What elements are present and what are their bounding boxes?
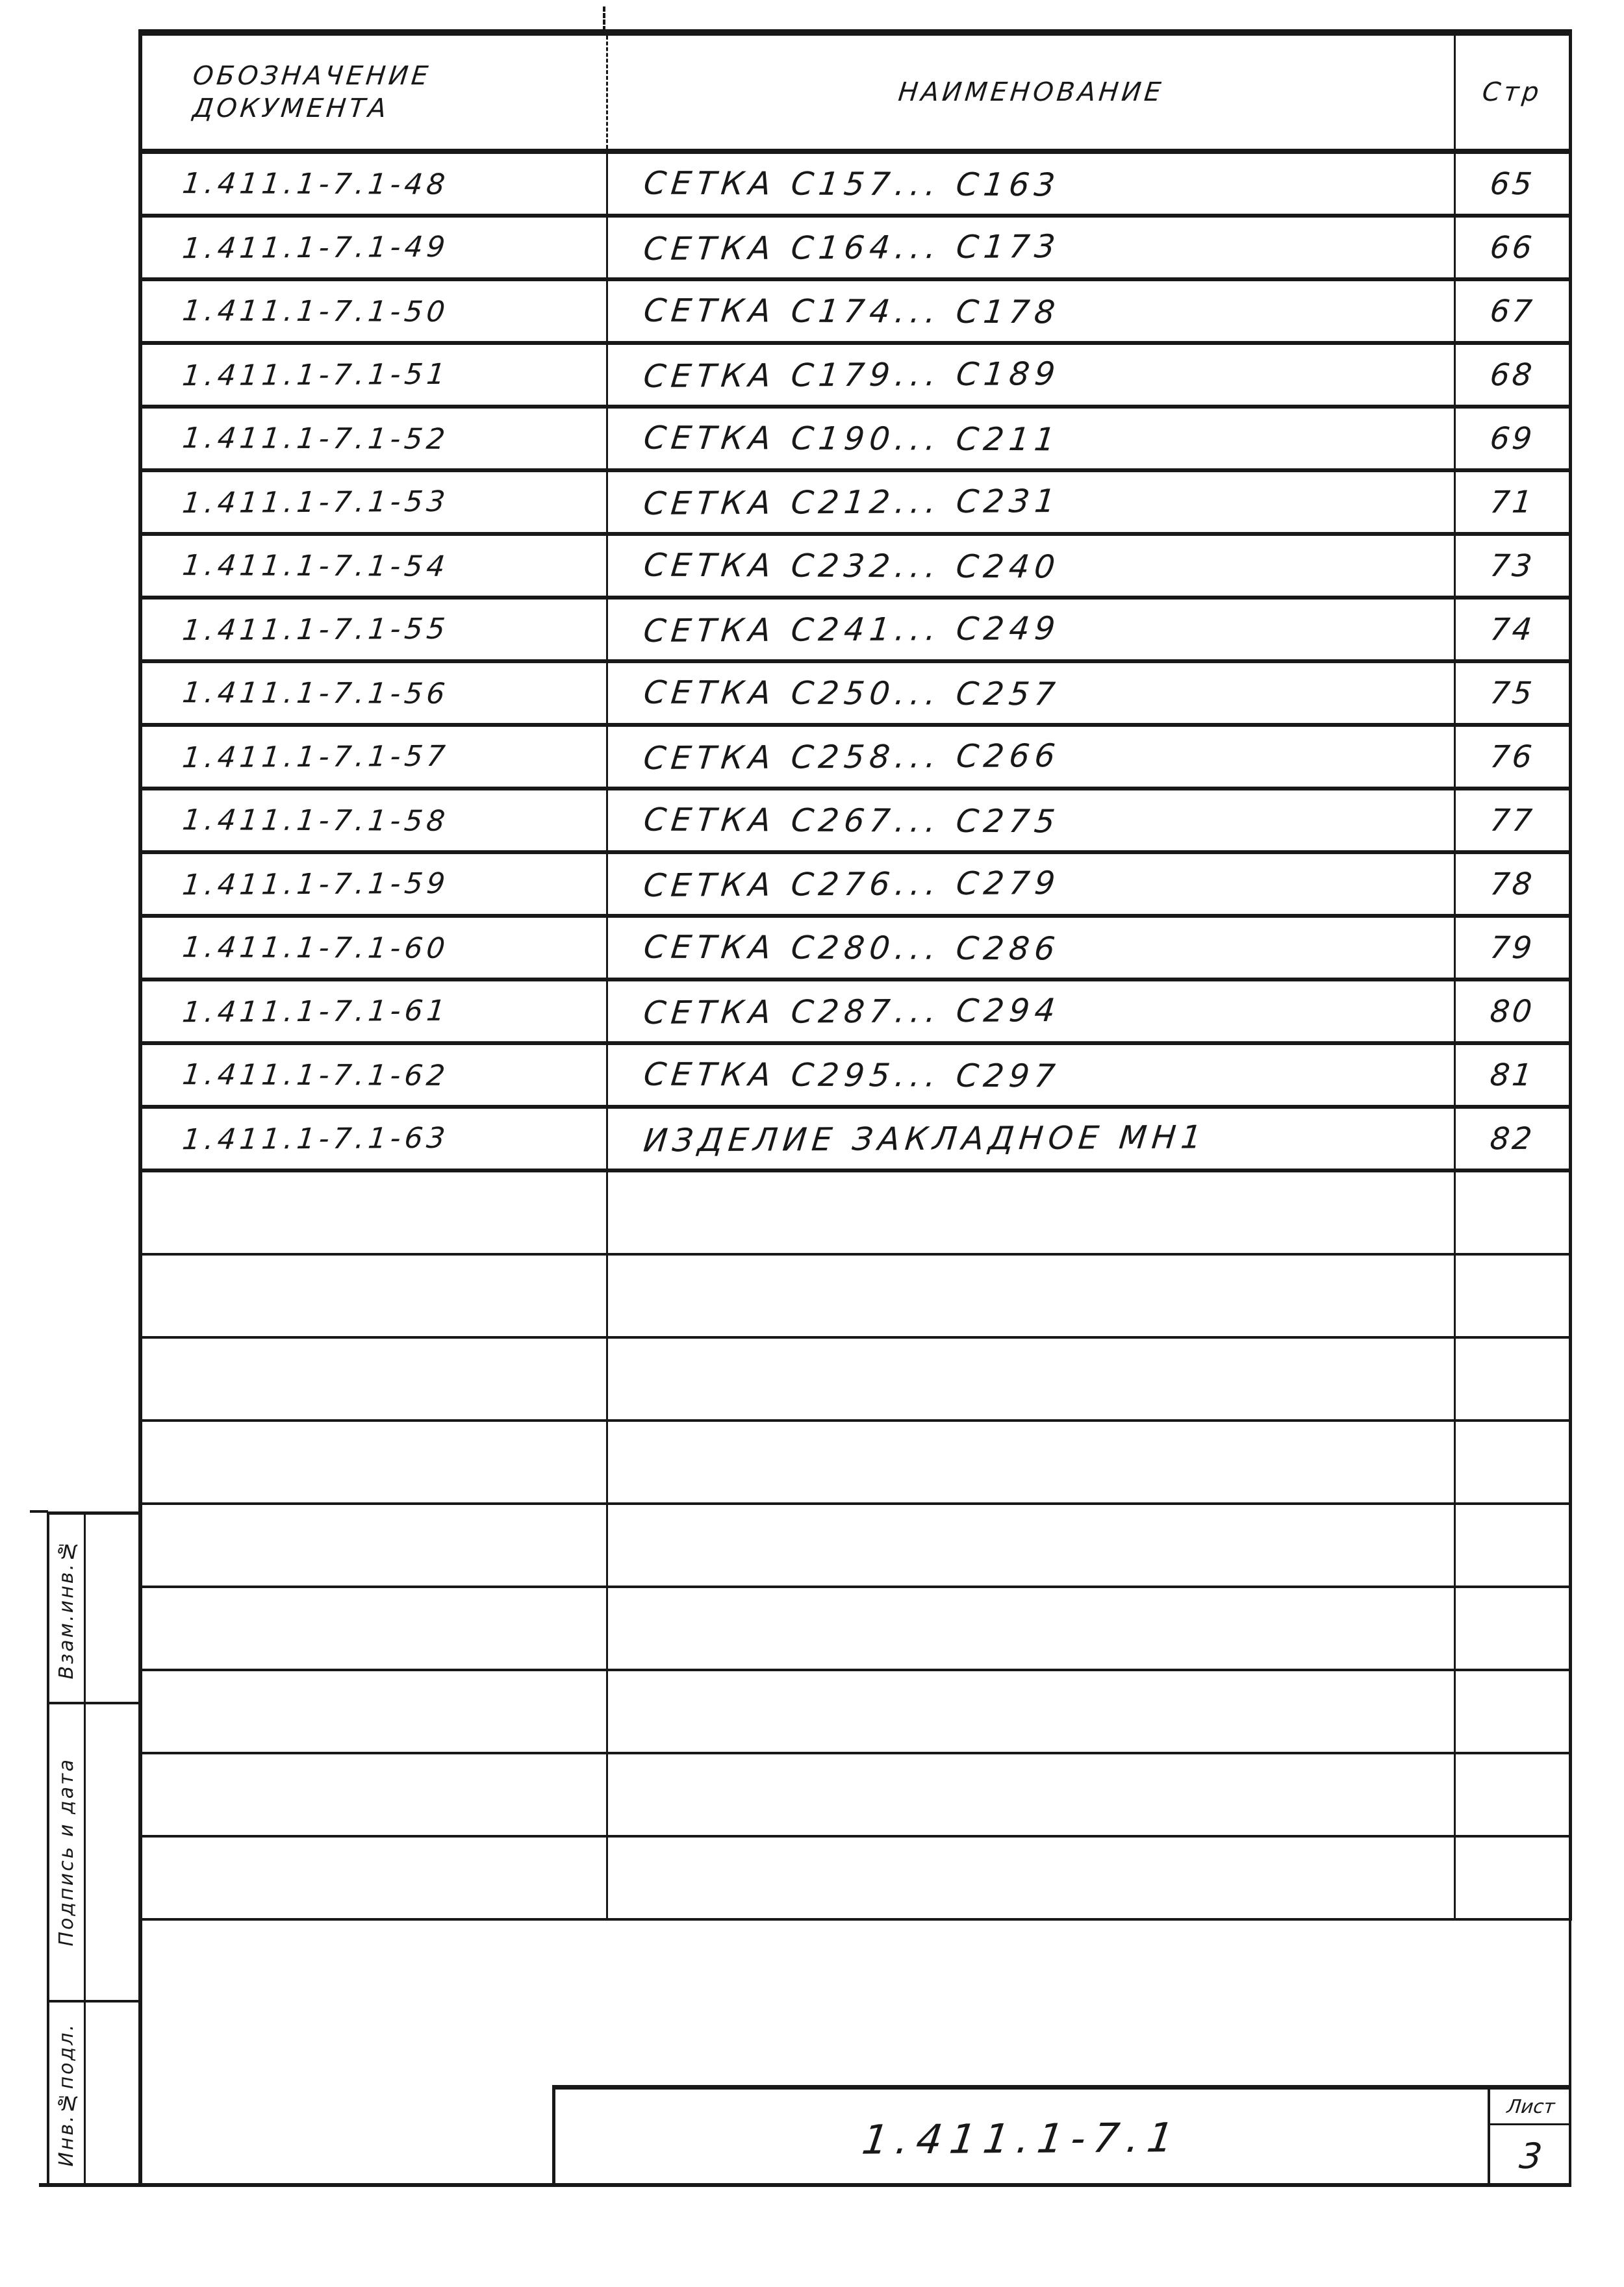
doc-name: СЕТКА С250... С257 [608,663,1456,723]
doc-designation: 1.411.1-7.1-63 [142,1109,608,1169]
page-number: 73 [1488,548,1536,584]
table-row [142,281,1569,345]
sheet-label-cell: Лист [1488,2090,1573,2125]
header-page: Стр [1480,77,1544,107]
table-row [142,727,1569,790]
doc-designation: 1.411.1-7.1-62 [142,1045,608,1105]
doc-name: СЕТКА С280... С286 [608,918,1456,978]
doc-name: СЕТКА С174... С178 [608,281,1456,341]
empty-row [142,1256,1569,1339]
page-number: 65 [1488,166,1536,202]
empty-row [142,1754,1569,1838]
doc-name: СЕТКА С190... С211 [608,409,1456,468]
doc-designation: 1.411.1-7.1-58 [142,790,608,850]
table-row [142,154,1569,218]
doc-name: СЕТКА С295... С297 [608,1045,1456,1105]
page-number: 78 [1488,866,1536,902]
sheet-box [1488,2085,1571,2187]
page-number: 68 [1488,357,1536,393]
page-number: 77 [1488,802,1536,839]
doc-name: ИЗДЕЛИЕ ЗАКЛАДНОЕ МН1 [608,1109,1456,1169]
table-row [142,918,1569,981]
doc-designation: 1.411.1-7.1-59 [142,854,608,914]
contents-table [138,29,1572,1921]
doc-designation: 1.411.1-7.1-60 [142,918,608,978]
empty-row [142,1671,1569,1754]
table-row [142,790,1569,854]
table-row [142,218,1569,281]
page-number: 81 [1488,1057,1536,1093]
doc-name: СЕТКА С258... С266 [608,727,1456,787]
document-code: 1.411.1-7.1 [859,2113,1184,2164]
page-number: 82 [1488,1120,1536,1157]
sidebar-top-tick [30,1510,48,1513]
doc-designation: 1.411.1-7.1-52 [142,409,608,468]
empty-row [142,1505,1569,1588]
doc-name: СЕТКА С164... С173 [608,218,1456,277]
page-number: 80 [1488,993,1536,1030]
sheet-number-cell: 3 [1517,2136,1544,2177]
header-designation-line2: ДОКУМЕНТА [191,94,391,123]
doc-designation: 1.411.1-7.1-48 [142,154,608,214]
page-number: 66 [1488,229,1536,266]
empty-row [142,1422,1569,1505]
table-row [142,600,1569,663]
sidebar-section-vzam-inv [49,1515,138,1704]
table-row [142,409,1569,472]
doc-designation: 1.411.1-7.1-50 [142,281,608,341]
doc-name: СЕТКА С267... С275 [608,790,1456,850]
table-row [142,1109,1569,1172]
header-designation [142,36,608,149]
table-row [142,854,1569,918]
doc-designation: 1.411.1-7.1-54 [142,536,608,596]
doc-designation: 1.411.1-7.1-61 [142,981,608,1041]
doc-name: СЕТКА С157... С163 [608,154,1456,214]
empty-row [142,1588,1569,1671]
doc-name: СЕТКА С241... С249 [608,600,1456,659]
sidebar-section-inv-podl [49,2003,138,2187]
page-number: 69 [1488,420,1536,457]
title-block [552,2085,1488,2187]
left-frame-line [138,1919,142,2187]
sidebar-section-podpis-data [49,1704,138,2003]
empty-row [142,1838,1569,1921]
doc-designation: 1.411.1-7.1-53 [142,472,608,532]
page-number: 75 [1488,675,1536,711]
doc-designation: 1.411.1-7.1-55 [142,600,608,659]
table-row [142,472,1569,536]
sidebar-label-cell: Взам.инв.№ [49,1515,86,1702]
doc-name: СЕТКА С287... С294 [608,981,1456,1041]
table-row [142,663,1569,727]
header-name: НАИМЕНОВАНИЕ [608,36,1456,149]
empty-row [142,1172,1569,1256]
doc-name: СЕТКА С212... С231 [608,472,1456,532]
page-number: 76 [1488,739,1536,775]
doc-designation: 1.411.1-7.1-56 [142,663,608,723]
sidebar-label-cell: Подпись и дата [49,1704,86,2000]
doc-designation: 1.411.1-7.1-51 [142,345,608,405]
page-number: 67 [1488,293,1536,329]
table-row [142,1045,1569,1109]
doc-name: СЕТКА С179... С189 [608,345,1456,405]
empty-row [142,1339,1569,1422]
fold-mark [603,6,605,31]
page-number: 71 [1488,484,1536,520]
header-row [142,36,1569,154]
page-number: 79 [1488,929,1536,966]
frame-sidebar [47,1511,138,2187]
table-row [142,345,1569,409]
doc-name: СЕТКА С276... С279 [608,854,1456,914]
doc-designation: 1.411.1-7.1-57 [142,727,608,787]
page-number: 74 [1488,611,1536,648]
table-row [142,536,1569,600]
doc-name: СЕТКА С232... С240 [608,536,1456,596]
doc-designation: 1.411.1-7.1-49 [142,218,608,277]
sidebar-label-cell: Инв.№подл. [49,2003,86,2187]
header-designation-line1: ОБОЗНАЧЕНИЕ [191,61,433,91]
table-row [142,981,1569,1045]
